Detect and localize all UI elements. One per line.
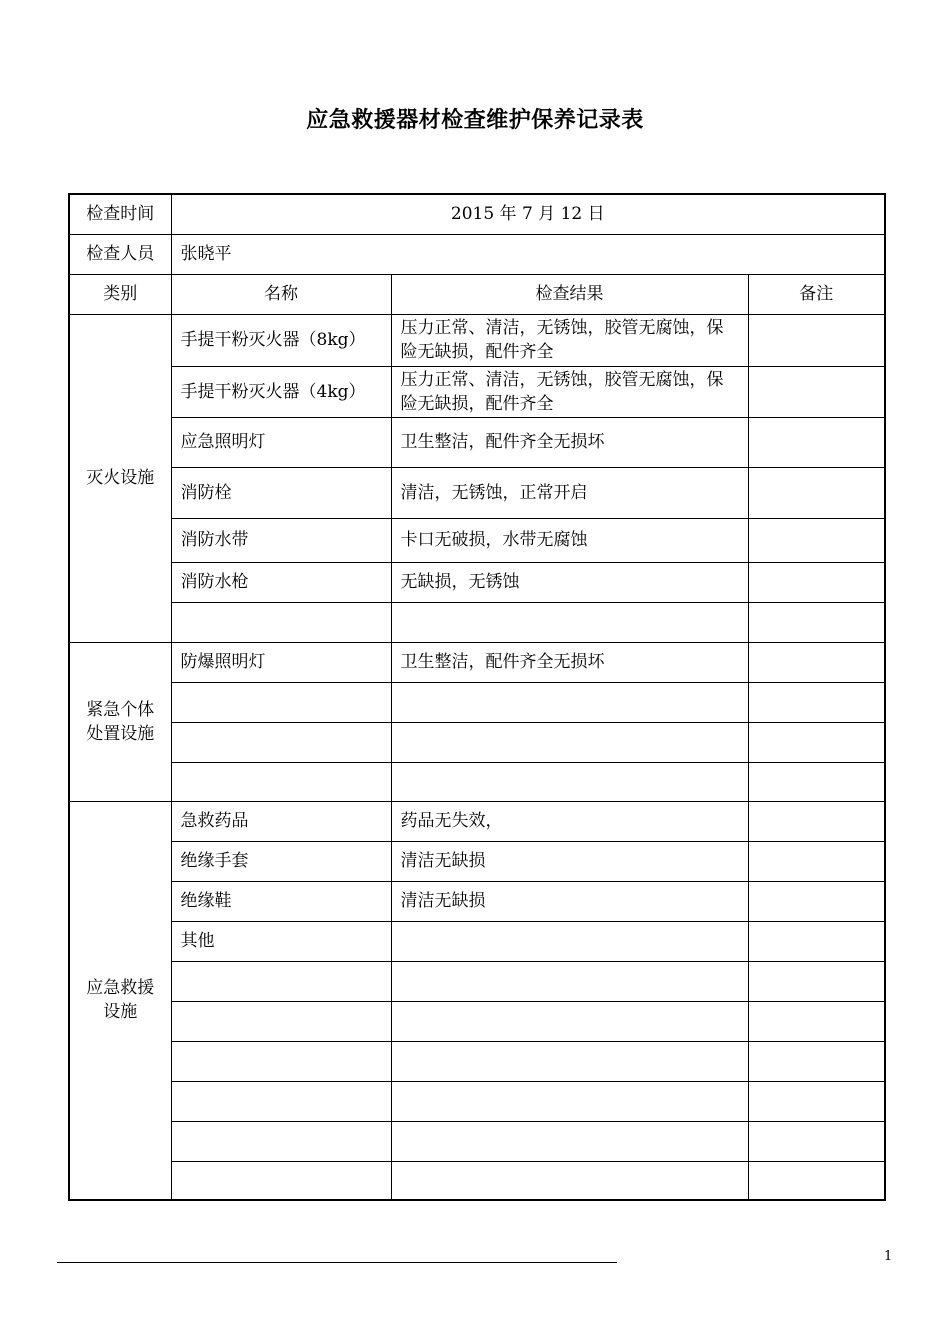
table-row [69,682,885,722]
item-remark [748,1161,885,1200]
item-name: 消防水枪 [171,562,391,602]
item-name: 绝缘鞋 [171,881,391,921]
category-personal-label-line1: 紧急个体 [86,699,155,720]
inspection-record-table [68,193,886,1201]
page-number: 1 [884,1249,893,1264]
item-result: 清洁，无锈蚀，正常开启 [391,467,748,518]
item-result [391,602,748,642]
item-remark [748,1081,885,1121]
inspector-value: 张晓平 [171,234,885,274]
item-remark [748,881,885,921]
item-result [391,1161,748,1200]
category-rescue-label-line1: 应急救援 [86,978,155,999]
inspection-time-row [69,194,885,234]
item-name [171,682,391,722]
item-name [171,762,391,801]
item-name: 急救药品 [171,801,391,841]
table-row [69,314,885,366]
item-remark [748,682,885,722]
table-row [69,518,885,562]
table-row [69,467,885,518]
item-name: 应急照明灯 [171,417,391,467]
category-fire-label: 灭火设施 [86,468,155,488]
table-row [69,722,885,762]
item-remark [748,417,885,467]
item-remark [748,762,885,801]
item-name [171,1041,391,1081]
item-name [171,602,391,642]
item-name: 防爆照明灯 [171,642,391,682]
item-result [391,921,748,961]
item-name [171,722,391,762]
item-result: 清洁无缺损 [391,881,748,921]
item-remark [748,841,885,881]
item-remark [748,961,885,1001]
item-result: 卡口无破损，水带无腐蚀 [391,518,748,562]
item-result: 卫生整洁，配件齐全无损坏 [391,417,748,467]
table-row [69,1081,885,1121]
item-remark [748,801,885,841]
item-remark [748,921,885,961]
item-name [171,1161,391,1200]
item-remark [748,314,885,366]
item-result: 无缺损，无锈蚀 [391,562,748,602]
item-result: 压力正常、清洁，无锈蚀，胶管无腐蚀，保险无缺损，配件齐全 [391,366,748,417]
item-name [171,961,391,1001]
table-row [69,602,885,642]
column-header-result: 检查结果 [391,274,748,314]
item-remark [748,467,885,518]
document-title: 应急救援器材检查维护保养记录表 [306,108,644,133]
item-remark [748,366,885,417]
item-name: 消防栓 [171,467,391,518]
table-row [69,642,885,682]
table-row [69,1041,885,1081]
item-remark [748,1001,885,1041]
table-row [69,841,885,881]
table-row [69,1161,885,1200]
column-header-category: 类别 [69,274,171,314]
item-remark [748,562,885,602]
item-remark [748,1041,885,1081]
item-result [391,722,748,762]
item-name: 手提干粉灭火器（8kg） [171,314,391,366]
category-personal-label-line2: 处置设施 [86,723,155,744]
item-result: 卫生整洁，配件齐全无损坏 [391,642,748,682]
table-row [69,961,885,1001]
item-name [171,1081,391,1121]
table-row [69,1001,885,1041]
item-name [171,1121,391,1161]
table-row [69,921,885,961]
item-result [391,961,748,1001]
item-result: 药品无失效， [391,801,748,841]
column-header-remark: 备注 [748,274,885,314]
item-remark [748,602,885,642]
item-remark [748,642,885,682]
item-result [391,1001,748,1041]
table-row [69,801,885,841]
table-row [69,562,885,602]
item-remark [748,518,885,562]
table-row [69,1121,885,1161]
item-remark [748,722,885,762]
item-name: 消防水带 [171,518,391,562]
category-rescue-label-line2: 设施 [103,1002,138,1023]
inspector-label: 检查人员 [69,234,171,274]
footer-divider [57,1262,617,1263]
table-row [69,417,885,467]
item-result: 压力正常、清洁，无锈蚀，胶管无腐蚀，保险无缺损，配件齐全 [391,314,748,366]
item-result [391,1121,748,1161]
item-result: 清洁无缺损 [391,841,748,881]
inspection-time-value: 2015 年 7 月 12 日 [171,194,885,234]
table-row [69,881,885,921]
inspection-time-label: 检查时间 [69,194,171,234]
item-result [391,762,748,801]
item-result [391,1041,748,1081]
item-remark [748,1121,885,1161]
table-row [69,762,885,801]
item-name: 其他 [171,921,391,961]
item-result [391,682,748,722]
table-row [69,366,885,417]
inspector-row [69,234,885,274]
item-name: 手提干粉灭火器（4kg） [171,366,391,417]
item-result [391,1081,748,1121]
category-personal-facilities [69,642,171,801]
item-name: 绝缘手套 [171,841,391,881]
category-rescue-facilities [69,801,171,1200]
column-header-name: 名称 [171,274,391,314]
column-header-row [69,274,885,314]
item-name [171,1001,391,1041]
category-fire-facilities [69,314,171,642]
